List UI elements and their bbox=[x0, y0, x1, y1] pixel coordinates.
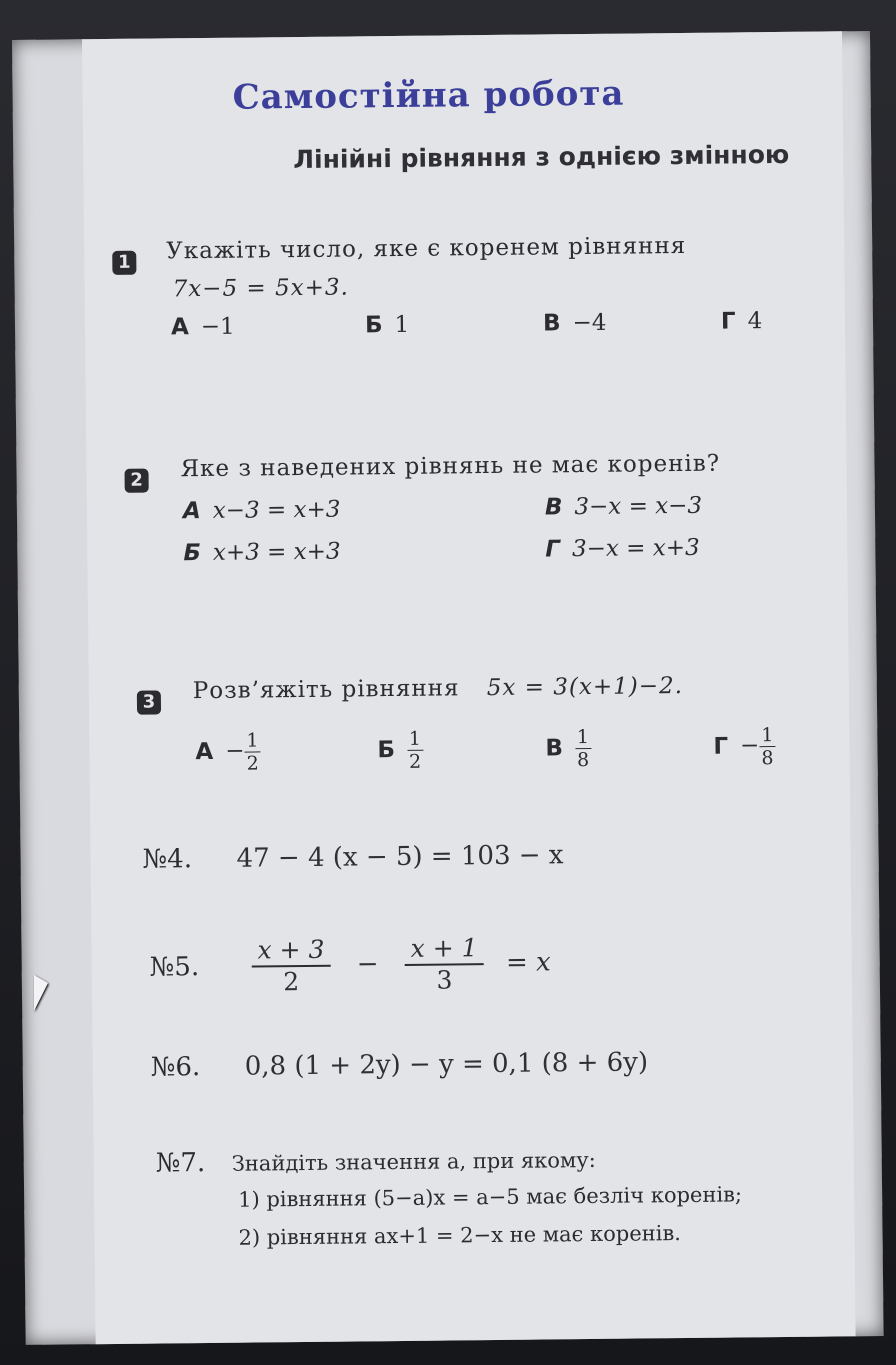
question-1-text: Укажіть число, яке є коренем рівняння bbox=[166, 232, 687, 265]
question-2-option-b: Б x+3 = x+3 bbox=[183, 538, 341, 567]
mouse-pointer-icon bbox=[34, 975, 48, 1011]
question-3-badge: 3 bbox=[137, 690, 161, 714]
question-1-option-a: А −1 bbox=[170, 313, 235, 341]
question-3-option-d: Г − $\frac{1}{8}$ bbox=[713, 724, 774, 770]
question-3-option-a: А − $\frac{1}{2}$ bbox=[195, 729, 259, 775]
question-6-equation: 0,8 (1 + 2y) − y = 0,1 (8 + 6y) bbox=[244, 1047, 649, 1082]
question-1-badge: 1 bbox=[112, 251, 136, 275]
question-7-item-2: 2) рівняння ax+1 = 2−x не має коренів. bbox=[238, 1221, 682, 1250]
worksheet bbox=[12, 31, 884, 1345]
question-3-option-c: В $\frac{1}{8}$ bbox=[545, 725, 590, 772]
question-3-text: Розв’яжіть рівняння bbox=[192, 675, 460, 705]
question-7-text: Знайдіть значення a, при якому: bbox=[231, 1147, 596, 1176]
question-1-equation: 7x−5 = 5x+3. bbox=[172, 274, 349, 303]
question-6-label: №6. bbox=[150, 1052, 201, 1083]
worksheet-page bbox=[82, 31, 856, 1344]
question-2-badge: 2 bbox=[124, 469, 148, 493]
question-4-label: №4. bbox=[142, 844, 193, 875]
page-subtitle: Лінійні рівняння з однією змінною bbox=[293, 139, 790, 175]
question-1-option-c: В −4 bbox=[542, 309, 607, 337]
question-1-option-d: Г 4 bbox=[720, 308, 763, 335]
question-2-option-c: В 3−x = x−3 bbox=[544, 492, 703, 521]
page-title: Самостійна робота bbox=[232, 73, 625, 118]
question-4-equation: 47 − 4 (x − 5) = 103 − x bbox=[236, 840, 564, 874]
question-7-label: №7. bbox=[155, 1148, 206, 1179]
question-2-option-d: Г 3−x = x+3 bbox=[545, 534, 700, 563]
question-7-item-1: 1) рівняння (5−a)x = a−5 має безліч коренів; bbox=[238, 1182, 743, 1212]
question-5-equation: $\frac{x + 3}{2}$ − $\frac{x + 1}{3}$ = x bbox=[251, 932, 551, 997]
question-2-text: Яке з наведених рівнянь не має коренів? bbox=[180, 450, 721, 483]
question-3-equation: 5x = 3(x+1)−2. bbox=[486, 673, 684, 702]
question-5-label: №5. bbox=[149, 952, 200, 983]
question-2-option-a: А x−3 = x+3 bbox=[182, 496, 341, 525]
question-1-option-b: Б 1 bbox=[364, 311, 410, 339]
question-3-option-b: Б $\frac{1}{2}$ bbox=[377, 727, 422, 773]
